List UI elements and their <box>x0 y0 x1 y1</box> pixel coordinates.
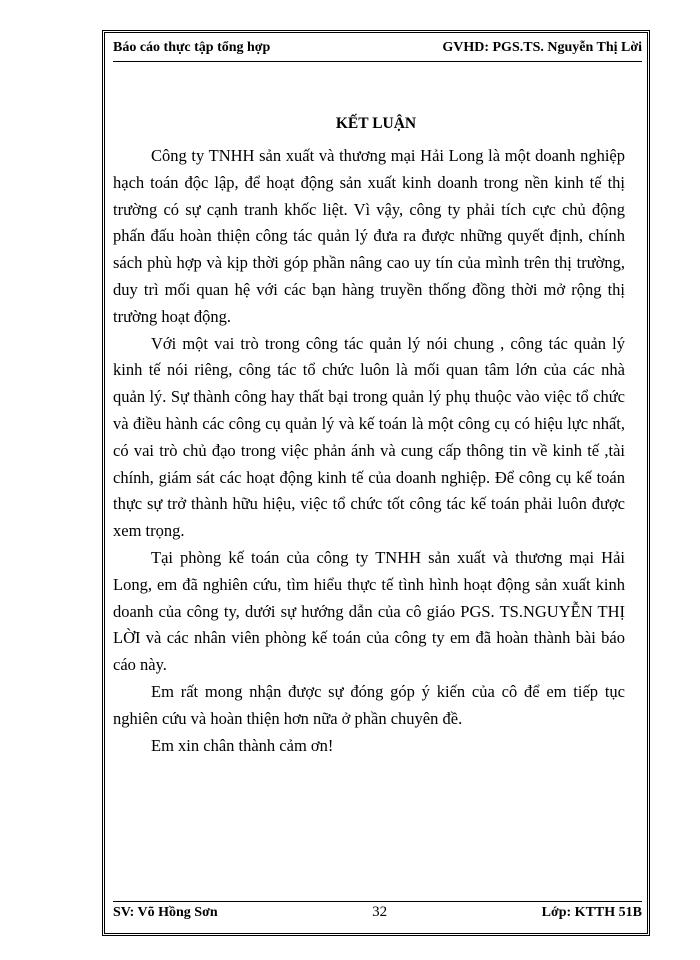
page-title: KẾT LUẬN <box>335 115 417 132</box>
paragraph-4: Em rất mong nhận được sự đóng góp ý kiến của cô để em tiếp tục nghiên cứu và hoàn thiện hơn nữa ở phần chuyên đề. <box>113 681 625 728</box>
paragraph-5: Em xin chân thành cảm ơn! <box>151 735 334 755</box>
body-content <box>113 143 625 759</box>
paragraph-1: Công ty TNHH sản xuất và thương mại Hải Long là một doanh nghiệp hạch toán độc lập, để hoạt động sản xuất kinh doanh trong nền kinh tế thị trường có sự cạnh tranh khốc liệt. Vì vậy, công ty phải tích cực chủ động phấn đấu hoàn thiện công tác quản lý đưa ra được những quyết định, chính sách phù hợp và kịp thời góp phần nâng cao uy tín của mình trên thị trường, duy trì mối quan hệ với các bạn hàng truyền thống đồng thời mở rộng thị trường hoạt động. <box>113 146 625 326</box>
header-supervisor: GVHD: PGS.TS. Nguyễn Thị Lời <box>442 40 642 55</box>
footer-student: SV: Võ Hồng Sơn <box>113 905 218 920</box>
header-divider <box>113 61 642 62</box>
page-number: 32 <box>372 904 388 920</box>
paragraph-3: Tại phòng kế toán của công ty TNHH sản xuất và thương mại Hải Long, em đã nghiên cứu, tìm hiểu thực tế tình hình hoạt động sản xuất kinh doanh của công ty, dưới sự hướng dẫn của cô giáo PGS. TS.NGUYỄN THỊ LỜI và các nhân viên phòng kế toán của công ty em đã hoàn thành bài báo cáo này. <box>113 547 625 675</box>
footer-class: Lớp: KTTH 51B <box>541 905 642 920</box>
page-header <box>113 40 642 56</box>
header-report-title: Báo cáo thực tập tổng hợp <box>113 40 271 55</box>
footer-divider <box>113 901 642 902</box>
paragraph-2: Với một vai trò trong công tác quản lý nói chung , công tác quản lý kinh tế nói riêng, công tác tổ chức luôn là mối quan tâm lớn của các nhà quản lý. Sự thành công hay thất bại trong quản lý phụ thuộc vào việc tổ chức và điều hành các công cụ quản lý và kế toán là một công cụ có hiệu lực nhất, có vai trò chủ đạo trong việc phản ánh và cung cấp thông tin về kinh tế ,tài chính, giám sát các hoạt động kinh tế của doanh nghiệp. Để công cụ kế toán thực sự trở thành hữu hiệu, việc tổ chức tốt công tác kế toán phải luôn được xem trọng. <box>113 333 625 541</box>
page-footer <box>113 904 642 921</box>
